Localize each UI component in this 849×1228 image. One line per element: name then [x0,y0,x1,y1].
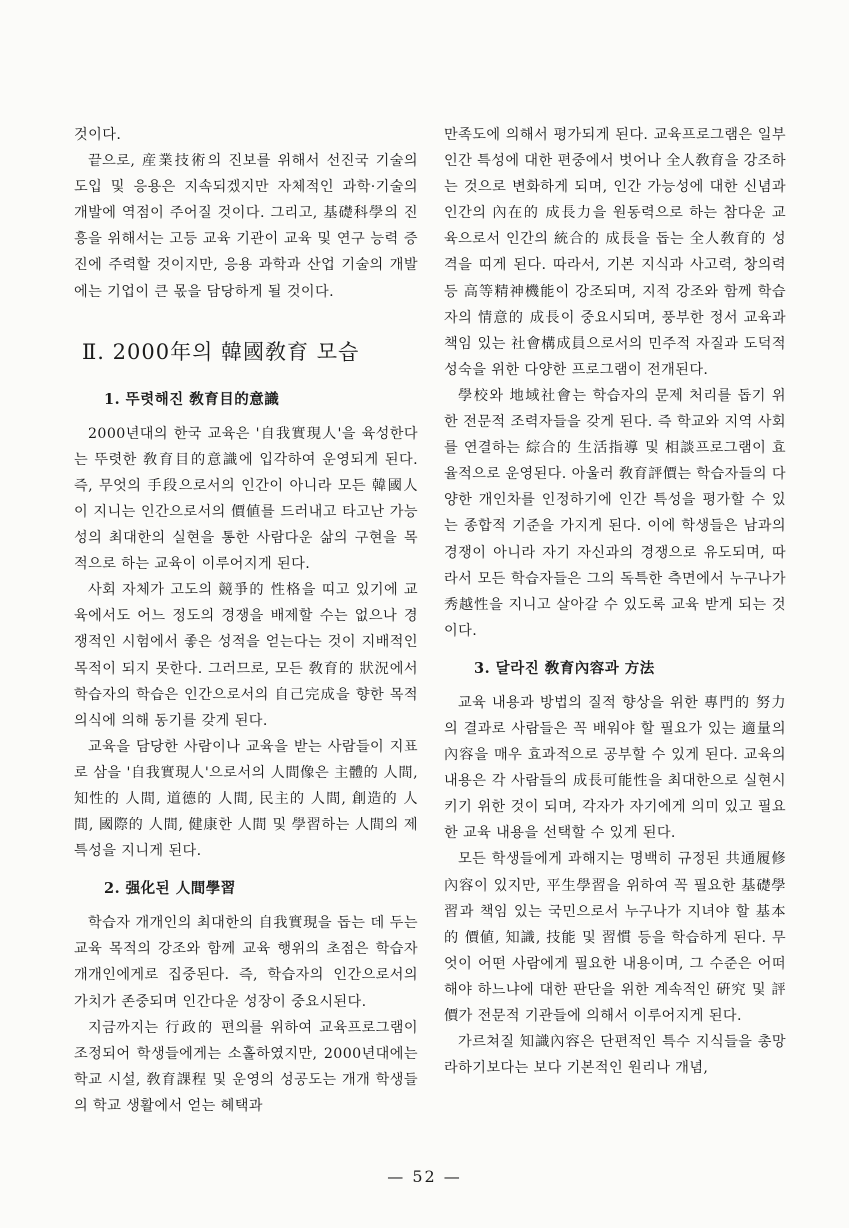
page-number: — 52 — [387,1167,462,1186]
section-title: Ⅱ. 2000年의 韓國敎育 모습 [82,339,360,364]
paragraph: 學校와 地域社會는 학습자의 문제 처리를 돕기 위한 전문적 조력자들을 갖게 된다. 즉 학교와 지역 사회를 연결하는 綜合的 生活指導 및 相談프로그램이 효율적으로 운영된다. 아울러 敎育評價는 학습자들의 다양한 개인차를 인정하기에 인간 특성을 평가할 수 있는 종합적 기준을 가지게 된다. 이에 학생들은 남과의 경쟁이 아니라 자기 자신과의 경쟁으로 유도되며, 따라서 모든 학습자들은 그의 독특한 측면에서 누구나가 秀越性을 지니고 살아갈 수 있도록 교육 받게 되는 것이다. [444,387,786,639]
subsection-heading: 2. 强化된 人間學習 [104,880,236,898]
subsection-heading: 1. 뚜렷해진 敎育目的意識 [104,390,280,408]
paragraph: 만족도에 의해서 평가되게 된다. 교육프로그램은 일부 인간 특성에 대한 편중에서 벗어나 全人敎育을 강조하는 것으로 변화하게 되며, 인간 가능성에 대한 신념과 인간의 內在的 成長力을 원동력으로 하는 참다운 교육으로서 인간의 統合的 成長을 돕는 全人敎育的 성격을 띠게 된다. 따라서, 기본 지식과 사고력, 창의력 등 高等精神機能이 강조되며, 지적 강조와 함께 학습자의 情意的 成長이 중요시되며, 풍부한 정서 교육과 책임 있는 社會構成員으로서의 민주적 자질과 도덕적 성숙을 위한 다양한 프로그램이 전개된다. [444,127,786,378]
left-column [74,122,418,1119]
paragraph: 모든 학생들에게 과해지는 명백히 규정된 共通履修內容이 있지만, 平生學習을 위하여 꼭 필요한 基礎學習과 책임 있는 국민으로서 누구나가 지녀야 할 基本的 價値, 知識, 技能 및 習慣 등을 학습하게 된다. 무엇이 어떤 사람에게 필요한 내용이며, 그 수준은 어떠해야 하느냐에 대한 판단을 위한 계속적인 硏究 및 評價가 전문적 기관들에 의해서 이루어지게 된다. [444,851,786,1024]
paragraph: 가르쳐질 知識內容은 단편적인 특수 지식들을 총망라하기보다는 보다 기본적인 원리나 개념, [444,1034,786,1077]
right-column [444,122,786,1081]
paragraph: 지금까지는 行政的 편의를 위하여 교육프로그램이 조정되어 학생들에게는 소홀하였지만, 2000년대에는 학교 시설, 敎育課程 및 운영의 성공도는 개개 학생들의 학교 생활에서 얻는 혜택과 [74,1019,418,1114]
subsection-heading: 3. 달라진 敎育內容과 方法 [474,659,655,677]
paragraph: 것이다. [74,127,122,143]
paragraph: 사회 자체가 고도의 競爭的 性格을 띠고 있기에 교육에서도 어느 정도의 경쟁을 배제할 수는 없으나 경쟁적인 시험에서 좋은 성적을 얻는다는 것이 지배적인 목적이 되지 못한다. 그러므로, 모든 敎育的 狀況에서 학습자의 학습은 인간으로서의 自己完成을 향한 목적 의식에 의해 동기를 갖게 된다. [74,582,418,729]
paragraph: 교육 내용과 방법의 질적 향상을 위한 專門的 努力의 결과로 사람들은 꼭 배워야 할 필요가 있는 適量의 內容을 매우 효과적으로 공부할 수 있게 된다. 교육의 내용은 각 사람들의 成長可能性을 최대한으로 실현시키기 위한 것이 되며, 각자가 자기에게 의미 있고 필요한 교육 내용을 선택할 수 있게 된다. [444,694,786,842]
paragraph: 끝으로, 産業技術의 진보를 위해서 선진국 기술의 도입 및 응용은 지속되겠지만 자체적인 과학·기술의 개발에 역점이 주어질 것이다. 그리고, 基礎科學의 진흥을 위해서는 고등 교육 기관이 교육 및 연구 능력 증진에 주력할 것이지만, 응용 과학과 산업 기술의 개발에는 기업이 큰 몫을 담당하게 될 것이다. [74,153,418,300]
paragraph: 2000년대의 한국 교육은 '自我實現人'을 육성한다는 뚜렷한 敎育目的意識에 입각하여 운영되게 된다. 즉, 무엇의 手段으로서의 인간이 아니라 모든 韓國人이 지니는 인간으로서의 價値를 드러내고 타고난 가능성의 최대한의 실현을 통한 사람다운 삶의 구현을 목적으로 하는 교육이 이루어지게 된다. [74,425,418,573]
paragraph: 학습자 개개인의 최대한의 自我實現을 돕는 데 두는 교육 목적의 강조와 함께 교육 행위의 초점은 학습자 개개인에게로 집중된다. 즉, 학습자의 인간으로서의 가치가 존중되며 인간다운 성장이 중요시된다. [74,915,418,1010]
paragraph: 교육을 담당한 사람이나 교육을 받는 사람들이 지표로 삼을 '自我實現人'으로서의 人間像은 主體的 人間, 知性的 人間, 道德的 人間, 民主的 人間, 創造的 人間, 國際的 人間, 健康한 人間 및 學習하는 人間의 제 특성을 지니게 된다. [74,738,418,860]
